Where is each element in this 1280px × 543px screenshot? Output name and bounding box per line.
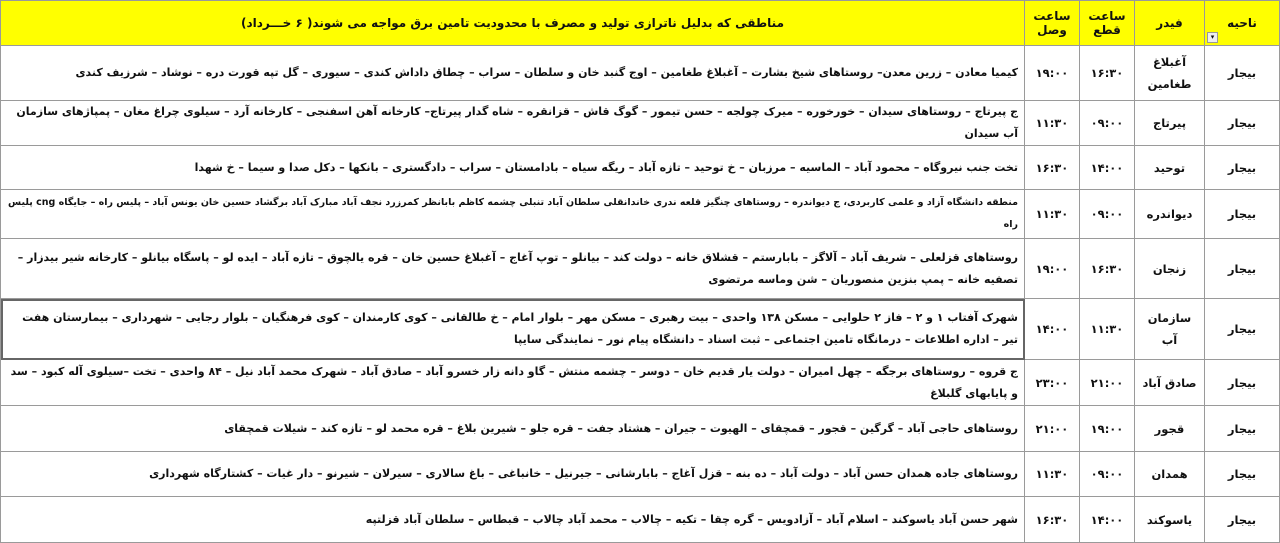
header-row xyxy=(1,1,1280,46)
region-cell: بیجار xyxy=(1205,146,1280,190)
areas-cell: ج پیرتاج – روستاهای سیدان – خورخوره – میرک چولجه – حسن تیمور – گوگ قاش – قزانقره – شاه گدار پیرتاج– کارخانه آهن اسفنجی – کارخانه آرد – سیلوی چراغ مغان – پمپاژهای سازمان آب سیدان xyxy=(1,101,1025,146)
cut-time-cell: ۰۹:۰۰ xyxy=(1080,452,1135,497)
feeder-cell: یاسوکند xyxy=(1135,497,1205,543)
cut-time-cell: ۱۴:۰۰ xyxy=(1080,146,1135,190)
cut-time-cell: ۲۱:۰۰ xyxy=(1080,360,1135,406)
table-row xyxy=(1,239,1280,299)
connect-time-cell: ۱۹:۰۰ xyxy=(1025,239,1080,299)
region-cell: بیجار xyxy=(1205,406,1280,452)
header-feeder: فیدر xyxy=(1135,1,1205,46)
feeder-cell: دیواندره xyxy=(1135,190,1205,239)
table-row xyxy=(1,101,1280,146)
cut-time-cell: ۰۹:۰۰ xyxy=(1080,101,1135,146)
feeder-cell: پیرتاج xyxy=(1135,101,1205,146)
areas-cell: ج قروه – روستاهای برجگه – چهل امیران – دولت یار قدیم خان – دوسر – چشمه منتش – گاو دانه زار خسرو آباد – صادق آباد – شهرک محمد آباد نیل – ۸۴ واحدی – تخت –سیلوی آله کبود – سد و پایابهای گلبلاغ xyxy=(1,360,1025,406)
areas-cell: کیمیا معادن – زرین معدن– روستاهای شیخ بشارت – آغبلاغ طغامین – اوج گنبد خان و سلطان – سراب – چطاق داداش کندی – سیوری – گل تپه قورت دره – نوشاد – شرزیف کندی xyxy=(1,46,1025,101)
region-cell: بیجار xyxy=(1205,190,1280,239)
feeder-cell: صادق آباد xyxy=(1135,360,1205,406)
header-region[interactable]: ناحیه ▾ xyxy=(1205,1,1280,46)
cut-time-cell: ۱۶:۳۰ xyxy=(1080,239,1135,299)
connect-time-cell: ۱۴:۰۰ xyxy=(1025,299,1080,360)
filter-icon[interactable]: ▾ xyxy=(1207,32,1218,43)
table-row xyxy=(1,46,1280,101)
cut-time-cell: ۱۴:۰۰ xyxy=(1080,497,1135,543)
table-row xyxy=(1,299,1280,360)
cut-time-cell: ۱۶:۳۰ xyxy=(1080,46,1135,101)
connect-time-cell: ۱۱:۳۰ xyxy=(1025,190,1080,239)
header-areas: مناطقی که بدلیل ناترازی تولید و مصرف با محدودیت تامین برق مواجه می شوند( ۶ خـــرداد) xyxy=(1,1,1025,46)
cut-time-cell: ۱۱:۳۰ xyxy=(1080,299,1135,360)
table-row xyxy=(1,146,1280,190)
areas-cell: روستاهای جاده همدان حسن آباد – دولت آباد – ده بنه – قزل آغاج – بابارشانی – جیرنیل – خانباغی – باغ سالاری – سیرلان – شیرنو – دار غیات – کشتارگاه شهرداری xyxy=(1,452,1025,497)
feeder-cell: قجور xyxy=(1135,406,1205,452)
areas-cell: روستاهای حاجی آباد – گرگین – قجور – قمچقای – الهیوت – جیران – هشتاد جفت – قره جلو – شیرین بلاغ – قره محمد لو – تازه کند – شیلات قمچقای xyxy=(1,406,1025,452)
connect-time-cell: ۱۱:۳۰ xyxy=(1025,452,1080,497)
region-cell: بیجار xyxy=(1205,497,1280,543)
connect-time-cell: ۲۱:۰۰ xyxy=(1025,406,1080,452)
region-cell: بیجار xyxy=(1205,360,1280,406)
cut-time-cell: ۱۹:۰۰ xyxy=(1080,406,1135,452)
table-row xyxy=(1,406,1280,452)
feeder-cell: همدان xyxy=(1135,452,1205,497)
table-row xyxy=(1,190,1280,239)
region-cell: بیجار xyxy=(1205,239,1280,299)
feeder-cell: توحید xyxy=(1135,146,1205,190)
table-row xyxy=(1,360,1280,406)
header-cut-time: ساعت قطع xyxy=(1080,1,1135,46)
areas-cell: شهرک آفتاب ۱ و ۲ – فاز ۲ حلوایی – مسکن ۱۳۸ واحدی – بیت رهبری – مسکن مهر – بلوار امام – خ طالقانی – کوی کارمندان – کوی فرهنگیان – بلوار رجایی – شهرداری – بیمارستان هفت تیر – اداره اطلاعات – درمانگاه تامین اجتماعی – ثبت اسناد – دانشگاه پیام نور – نمایندگی سایپا xyxy=(1,299,1025,360)
feeder-cell: آغبلاغ طغامین xyxy=(1135,46,1205,101)
header-connect-time: ساعت وصل xyxy=(1025,1,1080,46)
cut-time-cell: ۰۹:۰۰ xyxy=(1080,190,1135,239)
connect-time-cell: ۱۱:۳۰ xyxy=(1025,101,1080,146)
areas-cell: شهر حسن آباد یاسوکند – اسلام آباد – آزادویس – گره چقا – تکیه – چالاب – محمد آباد چالاب – قبطاس – سلطان آباد قزلتپه xyxy=(1,497,1025,543)
region-cell: بیجار xyxy=(1205,101,1280,146)
feeder-cell: سازمان آب xyxy=(1135,299,1205,360)
table-row xyxy=(1,497,1280,543)
areas-cell: روستاهای قزلعلی – شریف آباد – آلاگز – بابارستم – قشلاق خانه – دولت کند – بیانلو – توپ آغاج – آغبلاغ حسین خان – قره یالچوق – تازه آباد – ایده لو – پاسگاه بیانلو – کارخانه شیر بیدزار – تصفیه خانه – پمپ بنزین منصوریان – شن وماسه مرتضوی xyxy=(1,239,1025,299)
region-cell: بیجار xyxy=(1205,452,1280,497)
region-cell: بیجار xyxy=(1205,46,1280,101)
feeder-cell: زنجان xyxy=(1135,239,1205,299)
areas-cell: تخت جنب نیروگاه – محمود آباد – الماسیه – مرزبان – خ توحید – تازه آباد – ریگه سیاه – بادامستان – سراب – دادگستری – بانکها – دکل صدا و سیما – خ شهدا xyxy=(1,146,1025,190)
region-cell: بیجار xyxy=(1205,299,1280,360)
connect-time-cell: ۲۳:۰۰ xyxy=(1025,360,1080,406)
connect-time-cell: ۱۹:۰۰ xyxy=(1025,46,1080,101)
areas-cell: منطقه دانشگاه آزاد و علمی کاربردی، ج دیواندره – روستاهای چنگیز قلعه ندری خاندانقلی سلطان آباد تنبلی چشمه کاظم بابانظر کمرزرد نجف آباد مبارک آباد برگشاد حسین خان یونس آباد – پلیس راه – جایگاه cng پلیس راه xyxy=(1,190,1025,239)
connect-time-cell: ۱۶:۳۰ xyxy=(1025,497,1080,543)
connect-time-cell: ۱۶:۳۰ xyxy=(1025,146,1080,190)
table-row xyxy=(1,452,1280,497)
